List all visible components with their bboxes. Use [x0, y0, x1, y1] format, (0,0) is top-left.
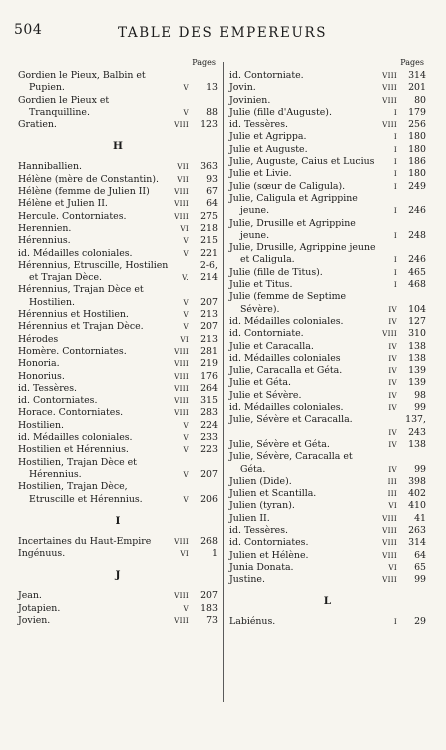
entry-volume: VIII	[382, 83, 397, 93]
entry-name: Gordien le Pieux et Tranquilline.	[18, 94, 110, 118]
entry-volume: VI	[180, 334, 189, 344]
entry-volume: VI	[180, 223, 189, 233]
entry-volume: V	[183, 236, 189, 246]
entry-volume: V	[183, 433, 189, 443]
entry-volume: IV	[388, 366, 397, 376]
entry-name: Ingénuus.	[18, 548, 66, 560]
page-title: TABLE DES EMPEREURS	[118, 25, 328, 41]
index-entry	[18, 260, 218, 285]
entry-name: id. Tessères.	[18, 382, 78, 394]
entry-name: Justine.	[229, 574, 265, 586]
entry-name: Hercule. Contorniates.	[18, 210, 127, 222]
entry-name: Hérodes	[18, 333, 59, 345]
entry-page: 246	[408, 205, 426, 217]
index-entry	[18, 432, 218, 444]
entry-volume: VI	[180, 549, 189, 559]
entry-volume: VIII	[382, 525, 397, 535]
entry-page: 1	[212, 548, 218, 560]
index-entry	[229, 70, 426, 82]
entry-volume: I	[393, 181, 397, 191]
right-column	[229, 58, 426, 629]
entry-volume: III	[387, 476, 397, 486]
entry-page: 263	[408, 524, 426, 536]
index-entry	[18, 481, 218, 506]
entry-page: 402	[408, 488, 426, 500]
index-entry	[18, 615, 218, 627]
index-entry	[229, 574, 426, 586]
entry-volume: IV	[388, 403, 397, 413]
index-entry	[229, 341, 426, 353]
index-entry	[18, 444, 218, 456]
entry-page: 314	[408, 537, 426, 549]
entry-page: 98	[414, 389, 426, 401]
entry-volume: I	[393, 230, 397, 240]
entry-name: Julie, Caracalla et Géta.	[229, 365, 343, 377]
entry-name: Julie (fille d'Auguste).	[229, 106, 332, 118]
index-entry	[229, 414, 426, 439]
entry-page: 73	[206, 614, 218, 626]
index-entry	[18, 174, 218, 186]
index-entry	[229, 616, 426, 628]
entry-name: Hostilien, Trajan Dèce et Hérennius.	[18, 456, 137, 480]
index-entry	[229, 291, 426, 316]
entry-volume: I	[393, 144, 397, 154]
entry-name: Honorius.	[18, 370, 65, 382]
entry-volume: VIII	[174, 211, 189, 221]
entry-page: 64	[414, 549, 426, 561]
index-entry	[229, 316, 426, 328]
entry-volume: VIII	[174, 187, 189, 197]
index-entry	[18, 309, 218, 321]
entry-page: 183	[200, 602, 218, 614]
entry-volume: I	[393, 280, 397, 290]
entry-page: 104	[408, 303, 426, 315]
index-entry	[18, 223, 218, 235]
entry-volume: VIII	[382, 95, 397, 105]
entry-name: Julie et Agrippa.	[229, 131, 307, 143]
entry-page: 468	[408, 279, 426, 291]
entry-name: Julie, Sévère et Géta.	[229, 438, 330, 450]
entry-name: Hérennius et Hostilien.	[18, 309, 129, 321]
entry-volume: V.	[182, 273, 189, 283]
index-entry	[229, 451, 426, 476]
entry-name: Hérennius, Etruscille, Hostilien et Trajan Dèce.	[18, 259, 169, 284]
section-letter: I	[115, 514, 121, 527]
entry-name: Horace. Contorniates.	[18, 407, 124, 419]
entry-page: 99	[414, 402, 426, 414]
index-entry	[18, 186, 218, 198]
entry-name: Gordien le Pieux, Balbin et Pupien.	[18, 70, 146, 94]
entry-name: id. Médailles coloniales.	[18, 247, 133, 259]
entry-name: Hélène (femme de Julien II)	[18, 186, 150, 198]
entry-name: Hanniballien.	[18, 161, 82, 173]
entry-name: id. Contorniate.	[229, 70, 304, 81]
entry-page: 398	[408, 475, 426, 487]
entry-name: Incertaines du Haut-Empire	[18, 535, 152, 547]
index-entry	[18, 371, 218, 383]
entry-volume: V	[183, 494, 189, 504]
index-entry	[229, 181, 426, 193]
page-number: 504	[14, 22, 43, 38]
index-entry	[18, 334, 218, 346]
entry-page: 275	[200, 210, 218, 222]
entry-name: Julie, Auguste, Caius et Lucius	[229, 156, 375, 168]
entry-page: 314	[408, 70, 426, 81]
entry-name: Hérennius et Trajan Dèce.	[18, 321, 144, 333]
entry-volume: V	[183, 310, 189, 320]
index-entry	[229, 390, 426, 402]
entry-name: id. Médailles coloniales.	[229, 315, 344, 327]
entry-page: 315	[200, 395, 218, 407]
entry-volume: V	[183, 469, 189, 479]
entry-volume: VIII	[382, 71, 397, 80]
entry-name: Julie et Sévère.	[229, 389, 302, 401]
index-entry	[229, 218, 426, 243]
entry-volume: III	[387, 489, 397, 499]
entry-volume: IV	[388, 353, 397, 363]
entry-name: id. Médailles coloniales.	[18, 432, 133, 444]
entry-name: Julie et Géta.	[229, 377, 291, 389]
entry-page: 137, 243	[405, 414, 426, 438]
entry-volume: V	[183, 420, 189, 430]
entry-volume: VIII	[382, 538, 397, 548]
entry-page: 67	[206, 186, 218, 198]
index-entry	[18, 95, 218, 120]
left-entry-list	[18, 70, 218, 627]
entry-page: 127	[408, 315, 426, 327]
entry-page: 207	[200, 296, 218, 308]
index-entry	[18, 536, 218, 548]
pages-column-header: Pages	[400, 58, 424, 67]
entry-page: 29	[414, 616, 426, 628]
section-letter: L	[323, 595, 332, 608]
entry-name: Hélène et Julien II.	[18, 198, 108, 210]
index-entry	[18, 235, 218, 247]
entry-page: 80	[414, 94, 426, 106]
entry-volume: VIII	[174, 615, 189, 625]
entry-volume: IV	[388, 378, 397, 388]
entry-page: 180	[408, 143, 426, 155]
index-entry	[229, 119, 426, 131]
index-entry	[229, 488, 426, 500]
entry-name: id. Tessères.	[229, 119, 289, 131]
entry-volume: V	[183, 83, 189, 93]
index-entry	[229, 525, 426, 537]
entry-name: Hostilien.	[18, 419, 64, 431]
entry-name: id. Contorniates.	[18, 395, 98, 407]
entry-page: 218	[200, 222, 218, 234]
index-entry	[18, 420, 218, 432]
entry-name: Julie, Drusille, Agrippine jeune et Caligula.	[229, 242, 376, 266]
entry-page: 233	[200, 432, 218, 444]
entry-name: Julie (femme de Septime Sévère).	[229, 291, 347, 315]
entry-name: Julien et Hélène.	[229, 549, 309, 561]
entry-page: 213	[200, 333, 218, 345]
entry-volume: IV	[388, 341, 397, 351]
entry-name: Julien II.	[229, 512, 270, 524]
entry-page: 215	[200, 235, 218, 247]
entry-volume: VI	[388, 562, 397, 572]
index-entry	[18, 248, 218, 260]
entry-volume: VIII	[382, 550, 397, 560]
entry-volume: I	[393, 617, 397, 627]
entry-name: Julien et Scantilla.	[229, 488, 317, 500]
entry-volume: VIII	[174, 536, 189, 546]
entry-volume: VIII	[174, 396, 189, 406]
entry-name: id. Médailles coloniales.	[229, 402, 344, 414]
index-entry	[229, 537, 426, 549]
entry-page: 249	[408, 180, 426, 192]
entry-page: 256	[408, 119, 426, 131]
entry-page: 93	[206, 173, 218, 185]
entry-page: 363	[200, 161, 218, 173]
entry-page: 64	[206, 198, 218, 210]
index-entry	[18, 321, 218, 333]
entry-name: Junia Donata.	[229, 561, 294, 573]
index-entry	[18, 395, 218, 407]
column-divider	[223, 62, 224, 702]
entry-page: 88	[206, 106, 218, 118]
entry-volume: VI	[388, 501, 397, 511]
index-entry	[229, 156, 426, 168]
index-entry	[229, 144, 426, 156]
entry-page: 248	[408, 229, 426, 241]
index-entry	[229, 439, 426, 451]
entry-name: Jovinien.	[229, 94, 271, 106]
index-entry	[229, 328, 426, 340]
index-entry	[229, 353, 426, 365]
section-letter: J	[115, 569, 121, 582]
entry-name: Julien (Dide).	[229, 475, 292, 487]
entry-volume: VII	[177, 174, 189, 184]
entry-volume: V	[183, 322, 189, 332]
entry-name: Julie, Drusille et Agrippine jeune.	[229, 217, 356, 241]
index-entry	[18, 548, 218, 560]
entry-volume: VIII	[174, 408, 189, 418]
index-entry	[229, 131, 426, 143]
entry-volume: VIII	[174, 383, 189, 393]
entry-volume: I	[393, 169, 397, 179]
entry-page: 180	[408, 168, 426, 180]
entry-page: 180	[408, 131, 426, 143]
index-entry	[18, 346, 218, 358]
entry-page: 206	[200, 493, 218, 505]
index-entry	[229, 242, 426, 267]
entry-name: Hérennius, Trajan Dèce et Hostilien.	[18, 284, 144, 308]
index-entry	[18, 284, 218, 309]
entry-volume: I	[393, 107, 397, 117]
entry-name: Honoria.	[18, 358, 60, 370]
entry-page: 310	[408, 328, 426, 340]
entry-page: 268	[200, 535, 218, 547]
entry-page: 41	[414, 512, 426, 524]
entry-page: 201	[408, 82, 426, 94]
index-entry	[18, 383, 218, 395]
entry-volume: I	[393, 157, 397, 167]
entry-page: 123	[200, 119, 218, 131]
entry-volume: IV	[388, 427, 397, 437]
entry-page: 207	[200, 321, 218, 333]
pages-column-header: Pages	[192, 58, 216, 67]
entry-page: 410	[408, 500, 426, 512]
index-entry	[18, 211, 218, 223]
index-entry	[18, 70, 218, 95]
entry-volume: VIII	[382, 513, 397, 523]
entry-page: 223	[200, 444, 218, 456]
entry-volume: IV	[388, 390, 397, 400]
index-entry	[229, 267, 426, 279]
index-entry	[18, 457, 218, 482]
entry-page: 65	[414, 561, 426, 573]
entry-page: 138	[408, 352, 426, 364]
entry-volume: VIII	[382, 120, 397, 130]
entry-name: Jean.	[18, 590, 42, 602]
entry-page: 246	[408, 254, 426, 266]
entry-volume: IV	[388, 464, 397, 474]
entry-page: 465	[408, 266, 426, 278]
entry-volume: I	[393, 206, 397, 216]
entry-name: id. Médailles coloniales	[229, 352, 341, 364]
index-entry	[229, 82, 426, 94]
entry-page: 224	[200, 419, 218, 431]
index-entry	[229, 377, 426, 389]
index-entry	[229, 107, 426, 119]
index-entry	[229, 513, 426, 525]
entry-volume: I	[393, 132, 397, 142]
index-entry	[18, 358, 218, 370]
index-entry	[229, 168, 426, 180]
entry-page: 213	[200, 309, 218, 321]
index-entry	[18, 161, 218, 173]
entry-page: 264	[200, 382, 218, 394]
entry-name: Jovien.	[18, 614, 51, 626]
index-entry	[229, 95, 426, 107]
entry-volume: V	[183, 107, 189, 117]
left-column	[18, 58, 218, 627]
entry-page: 139	[408, 377, 426, 389]
index-entry	[18, 407, 218, 419]
entry-volume: IV	[388, 439, 397, 449]
index-entry	[229, 550, 426, 562]
entry-page: 179	[408, 106, 426, 118]
index-entry	[229, 476, 426, 488]
section-letter: H	[113, 140, 123, 153]
entry-volume: V	[183, 297, 189, 307]
entry-volume: I	[393, 267, 397, 277]
entry-name: Jotapien.	[18, 602, 61, 614]
entry-name: Julie et Caracalla.	[229, 340, 314, 352]
entry-volume: VIII	[174, 591, 189, 601]
entry-name: Herennien.	[18, 222, 72, 234]
entry-name: Jovin.	[229, 82, 256, 94]
entry-name: Julie, Sévère et Caracalla.	[229, 414, 353, 426]
entry-page: 99	[414, 463, 426, 475]
entry-page: 281	[200, 345, 218, 357]
index-entry	[18, 198, 218, 210]
entry-page: 138	[408, 438, 426, 450]
entry-volume: VIII	[174, 120, 189, 130]
entry-page: 207	[200, 590, 218, 602]
index-entry	[18, 603, 218, 615]
entry-name: id. Contorniates.	[229, 537, 309, 549]
entry-page: 138	[408, 340, 426, 352]
entry-page: 186	[408, 156, 426, 168]
entry-name: Julie et Auguste.	[229, 143, 308, 155]
entry-volume: VIII	[174, 199, 189, 209]
entry-name: Julie, Caligula et Agrippine jeune.	[229, 192, 358, 217]
entry-name: Hélène (mère de Constantin).	[18, 173, 159, 185]
entry-volume: V	[183, 603, 189, 613]
entry-page: 221	[200, 247, 218, 259]
index-entry	[229, 279, 426, 291]
entry-name: Julie et Titus.	[229, 279, 293, 291]
index-entry	[229, 365, 426, 377]
entry-volume: VIII	[382, 329, 397, 339]
entry-name: Julien (tyran).	[229, 500, 295, 512]
index-entry	[229, 500, 426, 512]
entry-volume: VII	[177, 162, 189, 172]
index-entry	[18, 590, 218, 602]
entry-name: Homère. Contorniates.	[18, 345, 127, 357]
entry-volume: I	[393, 255, 397, 265]
index-entry	[229, 402, 426, 414]
entry-page: 2-6, 214	[199, 259, 218, 284]
entry-name: Julie (fille de Titus).	[229, 266, 323, 278]
entry-volume: VIII	[382, 575, 397, 585]
entry-name: Hostilien, Trajan Dèce, Etruscille et Hérennius.	[18, 481, 143, 505]
entry-name: Julie (sœur de Caligula).	[229, 180, 346, 192]
entry-page: 13	[206, 82, 218, 94]
entry-name: Julie, Sévère, Caracalla et Géta.	[229, 451, 353, 475]
index-entry	[229, 562, 426, 574]
entry-volume: VIII	[174, 346, 189, 356]
entry-name: id. Contorniate.	[229, 328, 304, 340]
entry-volume: IV	[388, 316, 397, 326]
entry-volume: V	[183, 445, 189, 455]
entry-page: 207	[200, 468, 218, 480]
index-entry	[229, 193, 426, 218]
entry-name: Hostilien et Hérennius.	[18, 444, 129, 456]
entry-page: 219	[200, 358, 218, 370]
entry-name: Julie et Livie.	[229, 168, 292, 180]
entry-page: 176	[200, 370, 218, 382]
entry-volume: V	[183, 248, 189, 258]
entry-volume: VIII	[174, 359, 189, 369]
right-entry-list	[229, 70, 426, 629]
entry-name: Gratien.	[18, 119, 57, 131]
entry-page: 139	[408, 365, 426, 377]
entry-page: 283	[200, 407, 218, 419]
entry-name: id. Tessères.	[229, 524, 289, 536]
entry-volume: VIII	[174, 371, 189, 381]
entry-page: 99	[414, 574, 426, 586]
entry-name: Labiénus.	[229, 616, 276, 628]
entry-volume: IV	[388, 304, 397, 314]
entry-name: Hérennius.	[18, 235, 71, 247]
index-entry	[18, 119, 218, 131]
